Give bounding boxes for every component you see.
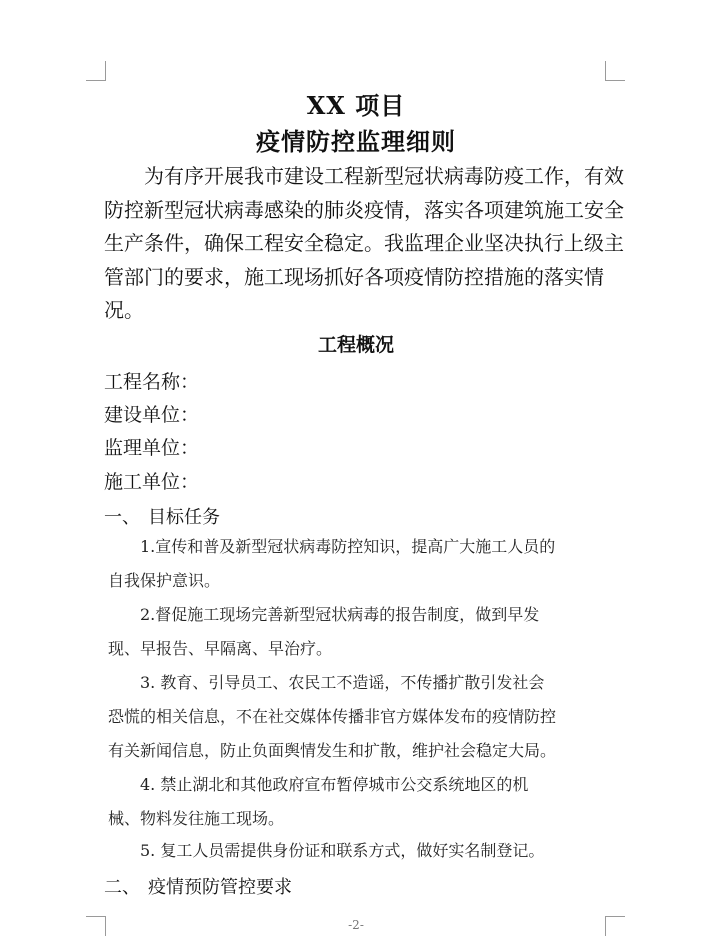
task-item-1 bbox=[108, 530, 604, 598]
section-title: 疫情预防管控要求 bbox=[148, 877, 292, 898]
intro-line: 况。 bbox=[104, 298, 144, 322]
crop-mark-top-right bbox=[605, 61, 606, 81]
task-line: 4. 禁止湖北和其他政府宣布暂停城市公交系统地区的机 bbox=[140, 775, 529, 794]
crop-mark-bottom-left bbox=[86, 916, 106, 917]
field-supervisor: 监理单位： bbox=[104, 437, 200, 459]
task-line: 现、早报告、早隔离、早治疗。 bbox=[108, 639, 333, 658]
document-title: XX 项目 bbox=[306, 91, 406, 120]
task-line: 械、物料发往施工现场。 bbox=[108, 809, 285, 828]
task-line: 1.宣传和普及新型冠状病毒防控知识，提高广大施工人员的 bbox=[140, 537, 556, 556]
task-line: 有关新闻信息，防止负面舆情发生和扩散，维护社会稳定大局。 bbox=[108, 741, 557, 760]
intro-line: 管部门的要求，施工现场抓好各项疫情防控措施的落实情 bbox=[104, 264, 604, 289]
task-line: 3. 教育、引导员工、农民工不造谣，不传播扩散引发社会 bbox=[140, 673, 545, 692]
section-heading-1 bbox=[104, 503, 220, 529]
task-item-5 bbox=[108, 834, 604, 868]
field-project-name: 工程名称： bbox=[104, 371, 200, 393]
section-number: 一、 bbox=[104, 507, 140, 528]
field-builder: 建设单位： bbox=[104, 404, 200, 426]
crop-mark-top-left bbox=[105, 61, 106, 81]
page-number: -2- bbox=[348, 918, 364, 932]
task-item-4 bbox=[108, 768, 604, 836]
section-heading-2 bbox=[104, 873, 292, 899]
field-contractor: 施工单位： bbox=[104, 471, 200, 493]
crop-mark-top-left bbox=[86, 80, 106, 81]
document-subtitle: 疫情防控监理细则 bbox=[256, 127, 456, 156]
task-item-2 bbox=[108, 598, 604, 666]
section-number: 二、 bbox=[104, 877, 140, 898]
intro-line: 为有序开展我市建设工程新型冠状病毒防疫工作，有效 bbox=[144, 164, 624, 188]
section-title: 目标任务 bbox=[148, 507, 220, 528]
task-item-3 bbox=[108, 666, 604, 768]
intro-paragraph bbox=[104, 160, 624, 328]
task-line: 自我保护意识。 bbox=[108, 571, 221, 590]
overview-heading: 工程概况 bbox=[317, 334, 394, 356]
task-line: 2.督促施工现场完善新型冠状病毒的报告制度，做到早发 bbox=[140, 605, 540, 624]
crop-mark-bottom-right bbox=[605, 916, 625, 917]
intro-line: 防控新型冠状病毒感染的肺炎疫情，落实各项建筑施工安全 bbox=[104, 197, 624, 222]
crop-mark-top-right bbox=[605, 80, 625, 81]
task-line: 恐慌的相关信息，不在社交媒体传播非官方媒体发布的疫情防控 bbox=[108, 707, 557, 726]
intro-line: 生产条件，确保工程安全稳定。我监理企业坚决执行上级主 bbox=[104, 231, 624, 255]
task-line: 5. 复工人员需提供身份证和联系方式，做好实名制登记。 bbox=[140, 841, 545, 860]
